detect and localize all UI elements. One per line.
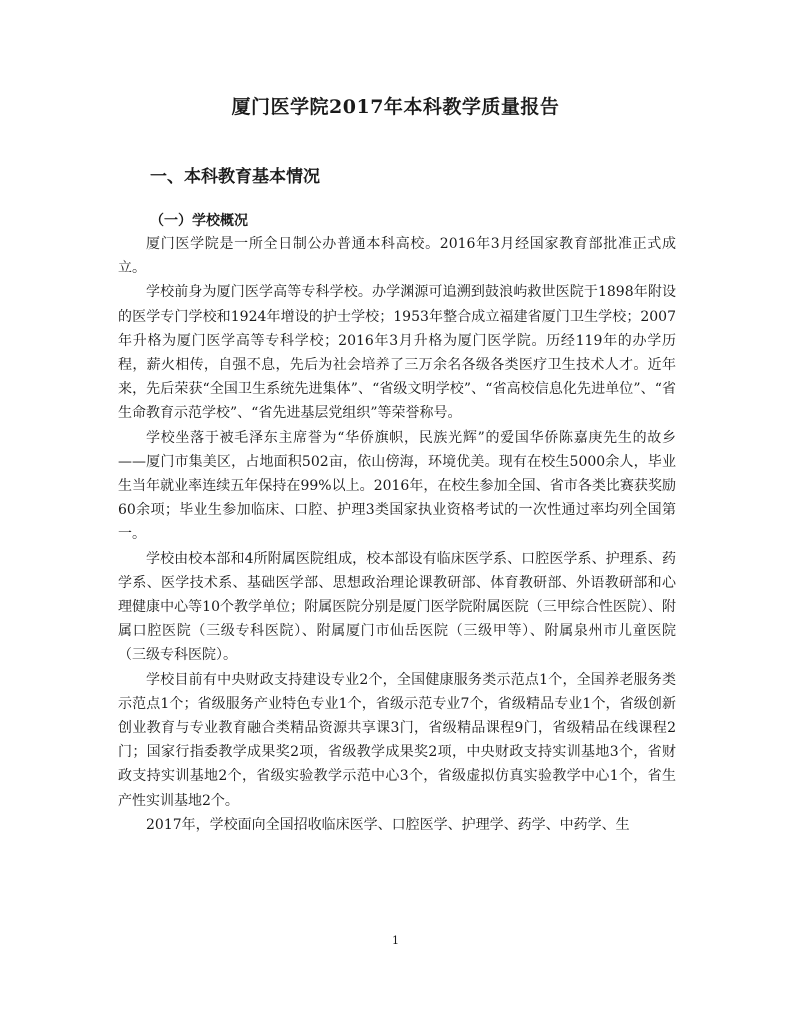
- paragraph: 厦门医学院是一所全日制公办普通本科高校。2016年3月经国家教育部批准正式成立。: [118, 236, 676, 277]
- paragraph: 学校目前有中央财政支持建设专业2个，全国健康服务类示范点1个，全国养老服务类示范点1个；省级服务产业特色专业1个，省级示范专业7个，省级精品专业1个，省级创新创业教育与专业教育融合类精品资源共享课3门，省级精品课程9门，省级精品在线课程2门；国家行指委教学成果奖2项，省级教学成果奖2项，中央财政支持实训基地3个，省财政支持实训基地2个，省级实验教学示范中心3个，省级虚拟仿真实验教学中心1个，省生产性实训基地2个。: [118, 671, 676, 809]
- paragraph: 学校由校本部和4所附属医院组成，校本部设有临床医学系、口腔医学系、护理系、药学系、医学技术系、基础医学部、思想政治理论课教研部、体育教研部、外语教研部和心理健康中心等10个教学单位；附属医院分别是厦门医学院附属医院（三甲综合性医院）、附属口腔医院（三级专科医院）、附属厦门市仙岳医院（三级甲等）、附属泉州市儿童医院（三级专科医院）。: [118, 550, 676, 664]
- body-text: [118, 232, 676, 837]
- subsection-heading: （一）学校概况: [150, 213, 248, 229]
- paragraph: 2017年，学校面向全国招收临床医学、口腔医学、护理学、药学、中药学、生: [146, 816, 630, 833]
- page-number: 1: [392, 934, 399, 947]
- paragraph: 学校坐落于被毛泽东主席誉为“华侨旗帜，民族光辉”的爱国华侨陈嘉庚先生的故乡——厦门市集美区，占地面积502亩，依山傍海，环境优美。现有在校生5000余人，毕业生当年就业率连续五年保持在99%以上。2016年，在校生参加全国、省市各类比赛获奖励60余项；毕业生参加临床、口腔、护理3类国家执业资格考试的一次性通过率均列全国第一。: [118, 429, 676, 543]
- section-heading: 一、本科教育基本情况: [150, 167, 320, 187]
- document-title: 厦门医学院2017年本科教学质量报告: [231, 96, 560, 118]
- paragraph: 学校前身为厦门医学高等专科学校。办学渊源可追溯到鼓浪屿救世医院于1898年附设的医学专门学校和1924年增设的护士学校；1953年整合成立福建省厦门卫生学校；2007年升格为厦门医学高等专科学校；2016年3月升格为厦门医学院。历经119年的办学历程，薪火相传，自强不息，先后为社会培养了三万余名各级各类医疗卫生技术人才。近年来，先后荣获“全国卫生系统先进集体”、“省级文明学校”、“省高校信息化先进单位”、“省生命教育示范学校”、“省先进基层党组织”等荣誉称号。: [118, 284, 676, 422]
